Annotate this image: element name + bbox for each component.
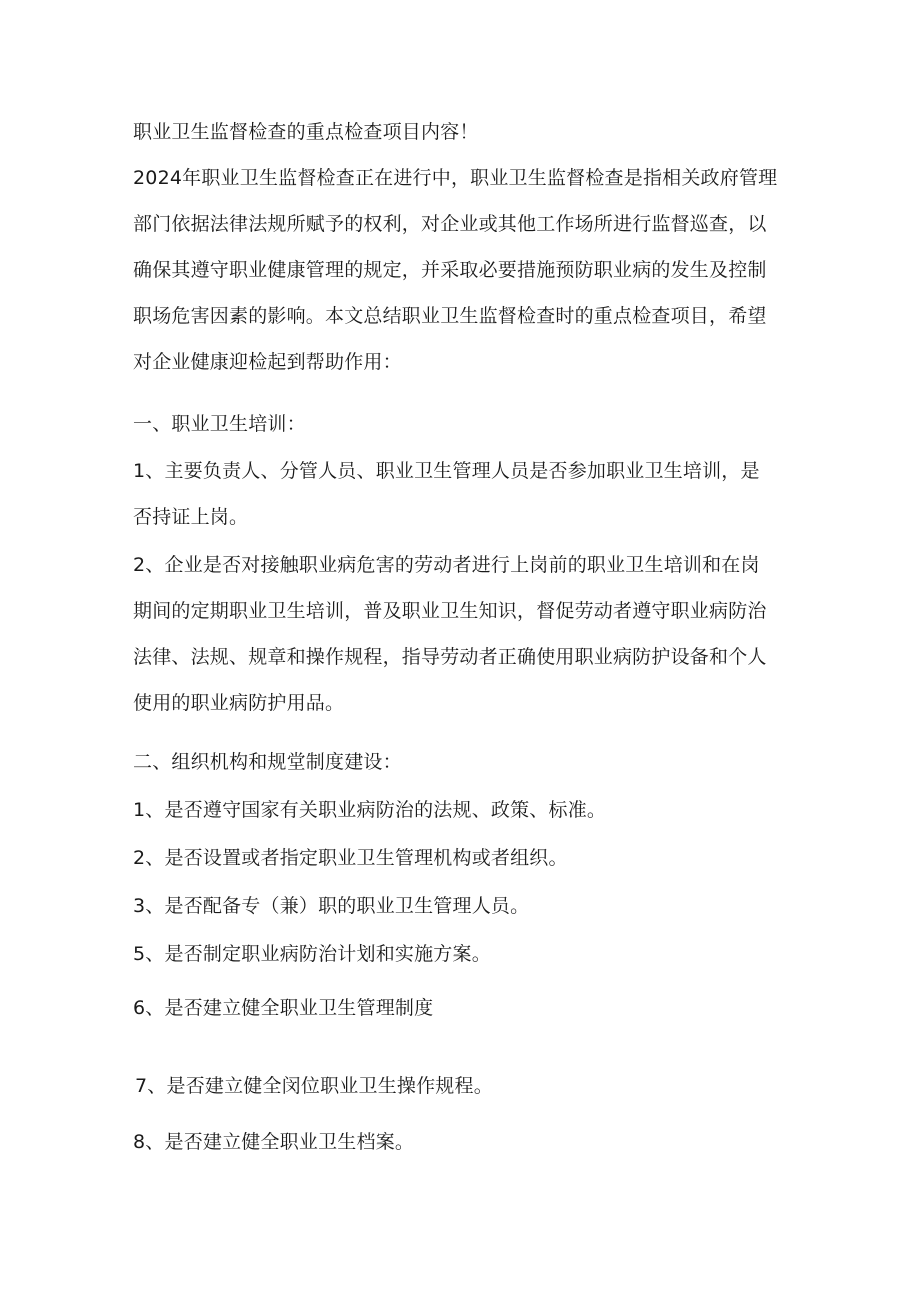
section2-item: 7、是否建立健全闵位职业卫生操作规程。 <box>135 1075 493 1097</box>
document-title: 职业卫生监督检查的重点检查项目内容！ <box>133 121 479 143</box>
item-line: 1、主要负责人、分管人员、职业卫生管理人员是否参加职业卫生培训，是 <box>133 460 760 482</box>
intro-line: 2024年职业卫生监督检查正在进行中，职业卫生监督检查是指相关政府管理 <box>133 167 778 189</box>
section2-item: 6、是否建立健全职业卫生管理制度 <box>133 997 434 1019</box>
section2-heading: 二、组织机构和规堂制度建设： <box>133 751 402 773</box>
intro-line: 职场危害因素的影响。本文总结职业卫生监督检查时的重点检查项目，希望 <box>133 305 767 327</box>
intro-line: 确保其遵守职业健康管理的规定，并采取必要措施预防职业病的发生及控制 <box>133 259 767 281</box>
item-line: 法律、法规、规章和操作规程，指导劳动者正确使用职业病防护设备和个人 <box>133 646 767 668</box>
section2-item: 2、是否设置或者指定职业卫生管理机构或者组织。 <box>133 847 568 869</box>
item-line: 2、企业是否对接触职业病危害的劳动者进行上岗前的职业卫生培训和在岗 <box>133 554 760 576</box>
section1-item2 <box>133 542 793 726</box>
item-line: 使用的职业病防护用品。 <box>133 692 345 714</box>
section2-item: 1、是否遵守国家有关职业病防治的法规、政策、标准。 <box>133 799 607 821</box>
section1-item1 <box>133 448 793 540</box>
intro-paragraph <box>133 155 793 385</box>
section1-heading: 一、职业卫生培训： <box>133 413 306 435</box>
section2-item: 5、是否制定职业病防治计划和实施方案。 <box>133 943 491 965</box>
section2-item: 8、是否建立健全职业卫生档案。 <box>133 1131 415 1153</box>
item-line: 否持证上岗。 <box>133 506 249 528</box>
intro-line: 对企业健康迎检起到帮助作用： <box>133 351 402 373</box>
intro-line: 部门依据法律法规所赋予的权利，对企业或其他工作场所进行监督巡查，以 <box>133 213 767 235</box>
section2-item: 3、是否配备专（兼）职的职业卫生管理人员。 <box>133 895 530 917</box>
item-line: 期间的定期职业卫生培训，普及职业卫生知识，督促劳动者遵守职业病防治 <box>133 600 767 622</box>
